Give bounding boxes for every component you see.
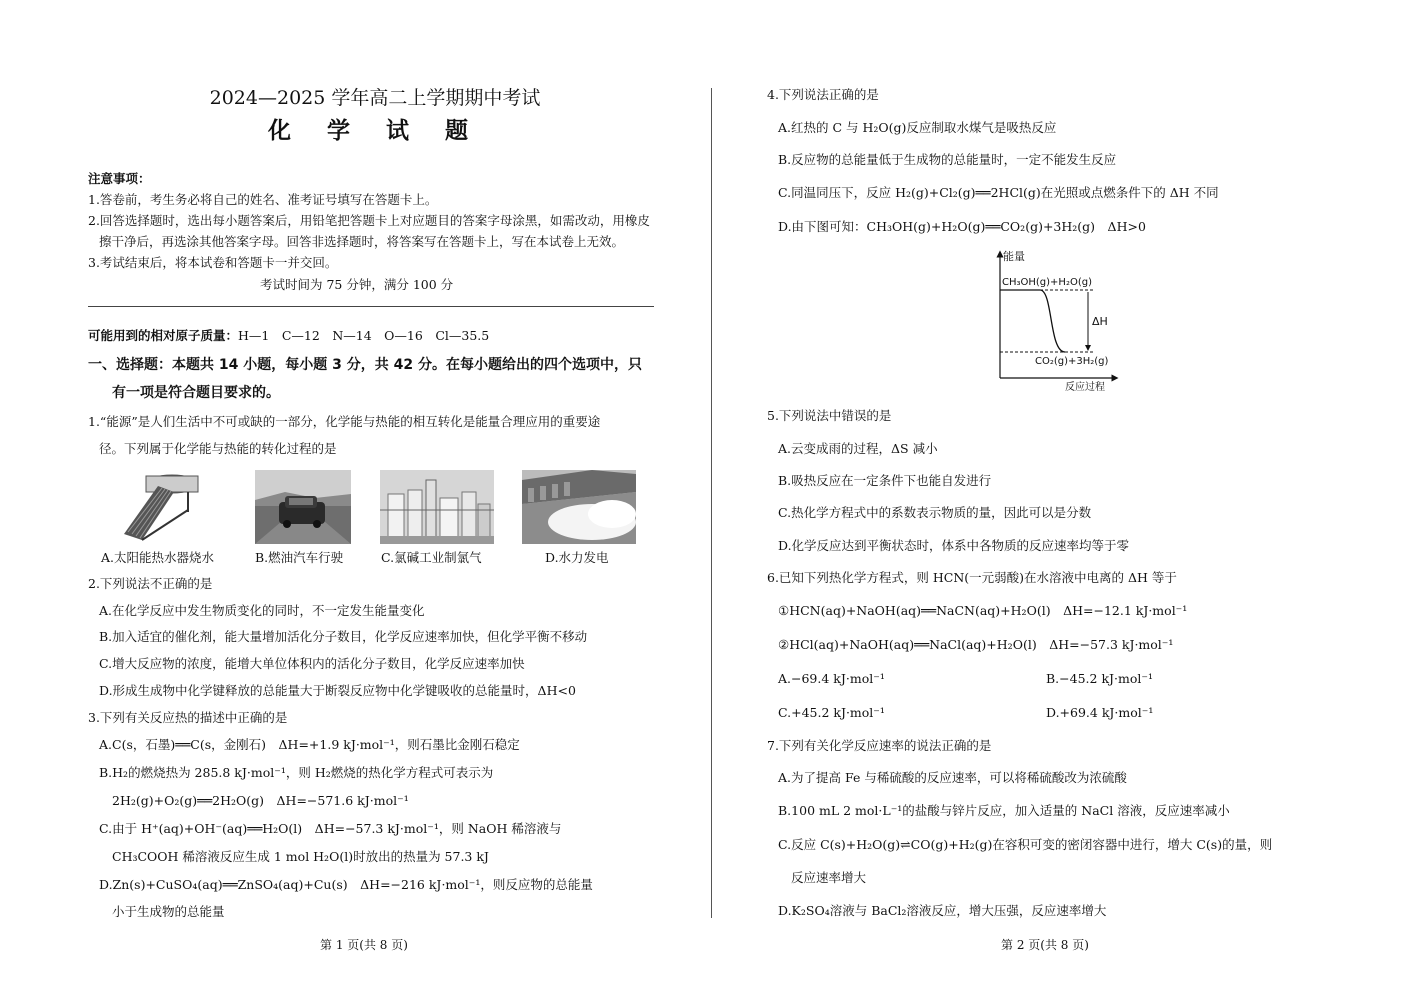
notice-item-2: 2.回答选择题时，选出每小题答案后，用铅笔把答题卡上对应题目的答案字母涂黑，如需改动，用橡皮 xyxy=(88,213,650,228)
top-level-label: CH₃OH(g)+H₂O(g) xyxy=(1002,277,1092,288)
q6-option-c: C.+45.2 kJ·mol⁻¹ xyxy=(778,705,885,720)
q3-option-b-cont: 2H₂(g)+O₂(g)══2H₂O(g) ΔH=−571.6 kJ·mol⁻¹ xyxy=(112,793,409,808)
bottom-level-label: CO₂(g)+3H₂(g) xyxy=(1035,356,1109,367)
notice-item-2-cont: 擦干净后，再选涂其他答案字母。回答非选择题时，将答案写在答题卡上，写在本试卷上无效。 xyxy=(99,234,625,249)
q4-option-c: C.同温同压下，反应 H₂(g)+Cl₂(g)══2HCl(g)在光照或点燃条件下的 ΔH 不同 xyxy=(778,185,1219,200)
q5-option-b: B.吸热反应在一定条件下也能自发进行 xyxy=(778,473,992,488)
q2-stem: 2.下列说法不正确的是 xyxy=(88,576,213,591)
q1-option-b: B.燃油汽车行驶 xyxy=(255,550,344,565)
q7-option-d: D.K₂SO₄溶液与 BaCl₂溶液反应，增大压强，反应速率增大 xyxy=(778,903,1107,918)
section-heading: 一、选择题：本题共 14 小题，每小题 3 分，共 42 分。在每小题给出的四个选项中，只 xyxy=(88,357,642,373)
x-axis-label: 反应过程 xyxy=(1065,382,1105,393)
notice-item-1: 1.答卷前，考生务必将自己的姓名、准考证号填写在答题卡上。 xyxy=(88,192,438,207)
hydropower-image xyxy=(522,470,636,544)
section-heading-cont: 有一项是符合题目要求的。 xyxy=(112,385,280,401)
q2-option-a: A.在化学反应中发生物质变化的同时，不一定发生能量变化 xyxy=(99,603,425,618)
notice-item-3: 3.考试结束后，将本试卷和答题卡一并交回。 xyxy=(88,255,338,270)
energy-curve xyxy=(1000,290,1065,352)
notice-heading: 注意事项： xyxy=(88,171,151,186)
q3-option-a: A.C(s，石墨)══C(s，金刚石) ΔH=+1.9 kJ·mol⁻¹，则石墨比金刚石稳定 xyxy=(99,737,520,752)
q6-stem: 6.已知下列热化学方程式，则 HCN(一元弱酸)在水溶液中电离的 ΔH 等于 xyxy=(767,570,1177,585)
q4-option-d: D.由下图可知：CH₃OH(g)+H₂O(g)══CO₂(g)+3H₂(g) ΔH>0 xyxy=(778,219,1146,234)
q1-stem-cont: 径。下列属于化学能与热能的转化过程的是 xyxy=(99,441,337,456)
q4-option-a: A.红热的 C 与 H₂O(g)反应制取水煤气是吸热反应 xyxy=(778,120,1057,135)
q3-option-d-cont: 小于生成物的总能量 xyxy=(112,904,225,919)
solar-water-heater-image xyxy=(118,470,200,544)
chlor-alkali-plant-image xyxy=(380,470,494,544)
q1-option-c: C.氯碱工业制氯气 xyxy=(381,550,482,565)
q2-option-b: B.加入适宜的催化剂，能大量增加活化分子数目，化学反应速率加快，但化学平衡不移动 xyxy=(99,629,588,644)
q7-stem: 7.下列有关化学反应速率的说法正确的是 xyxy=(767,738,992,753)
q3-option-d: D.Zn(s)+CuSO₄(aq)══ZnSO₄(aq)+Cu(s) ΔH=−216 kJ·mol⁻¹，则反应物的总能量 xyxy=(99,877,593,892)
q1-stem: 1.“能源”是人们生活中不可或缺的一部分，化学能与热能的相互转化是能量合理应用的重要途 xyxy=(88,414,601,429)
q6-equation-1: ①HCN(aq)+NaOH(aq)══NaCN(aq)+H₂O(l) ΔH=−12.1 kJ·mol⁻¹ xyxy=(778,603,1188,618)
q5-stem: 5.下列说法中错误的是 xyxy=(767,408,892,423)
page-number-left: 第 1 页(共 8 页) xyxy=(320,938,408,952)
q6-option-b: B.−45.2 kJ·mol⁻¹ xyxy=(1046,671,1153,686)
q1-option-d: D.水力发电 xyxy=(545,550,609,565)
q3-option-b: B.H₂的燃烧热为 285.8 kJ·mol⁻¹，则 H₂燃烧的热化学方程式可表示为 xyxy=(99,765,494,780)
page-number-right: 第 2 页(共 8 页) xyxy=(1001,938,1089,952)
atomic-mass xyxy=(88,328,489,344)
atomic-mass-values: H—1 C—12 N—14 O—16 Cl—35.5 xyxy=(238,328,490,343)
q4-option-b: B.反应物的总能量低于生成物的总能量时，一定不能发生反应 xyxy=(778,152,1117,167)
q5-option-d: D.化学反应达到平衡状态时，体系中各物质的反应速率均等于零 xyxy=(778,538,1130,553)
car-image xyxy=(255,470,351,544)
q3-stem: 3.下列有关反应热的描述中正确的是 xyxy=(88,710,288,725)
y-axis-label: 能量 xyxy=(1003,250,1025,263)
q7-option-c: C.反应 C(s)+H₂O(g)⇌CO(g)+H₂(g)在容积可变的密闭容器中进行，增大 C(s)的量，则 xyxy=(778,837,1273,852)
q3-option-c: C.由于 H⁺(aq)+OH⁻(aq)══H₂O(l) ΔH=−57.3 kJ·mol⁻¹，则 NaOH 稀溶液与 xyxy=(99,821,562,836)
exam-title: 2024—2025 学年高二上学期期中考试 xyxy=(209,87,541,109)
q6-option-d: D.+69.4 kJ·mol⁻¹ xyxy=(1046,705,1154,720)
q2-option-d: D.形成生成物中化学键释放的总能量大于断裂反应物中化学键吸收的总能量时，ΔH<0 xyxy=(99,683,576,698)
q1-option-a: A.太阳能热水器烧水 xyxy=(101,550,215,565)
subject-title: 化 学 试 题 xyxy=(267,118,483,144)
q7-option-c-cont: 反应速率增大 xyxy=(791,870,867,885)
page-divider xyxy=(711,88,712,918)
q5-option-a: A.云变成雨的过程，ΔS 减小 xyxy=(778,441,938,456)
q6-option-a: A.−69.4 kJ·mol⁻¹ xyxy=(778,671,885,686)
exam-time: 考试时间为 75 分钟，满分 100 分 xyxy=(260,277,454,292)
q7-option-b: B.100 mL 2 mol·L⁻¹的盐酸与锌片反应，加入适量的 NaCl 溶液，反应速率减小 xyxy=(778,803,1230,818)
q3-option-c-cont: CH₃COOH 稀溶液反应生成 1 mol H₂O(l)时放出的热量为 57.3 kJ xyxy=(112,849,489,864)
q4-stem: 4.下列说法正确的是 xyxy=(767,87,879,102)
delta-h-label: ΔH xyxy=(1092,315,1108,328)
q2-option-c: C.增大反应物的浓度，能增大单位体积内的活化分子数目，化学反应速率加快 xyxy=(99,656,525,671)
divider xyxy=(88,306,654,307)
q6-equation-2: ②HCl(aq)+NaOH(aq)══NaCl(aq)+H₂O(l) ΔH=−57.3 kJ·mol⁻¹ xyxy=(778,637,1174,652)
q7-option-a: A.为了提高 Fe 与稀硫酸的反应速率，可以将稀硫酸改为浓硫酸 xyxy=(778,770,1127,785)
q5-option-c: C.热化学方程式中的系数表示物质的量，因此可以是分数 xyxy=(778,505,1092,520)
atomic-mass-label: 可能用到的相对原子质量： xyxy=(88,328,239,343)
energy-diagram xyxy=(985,248,1125,394)
